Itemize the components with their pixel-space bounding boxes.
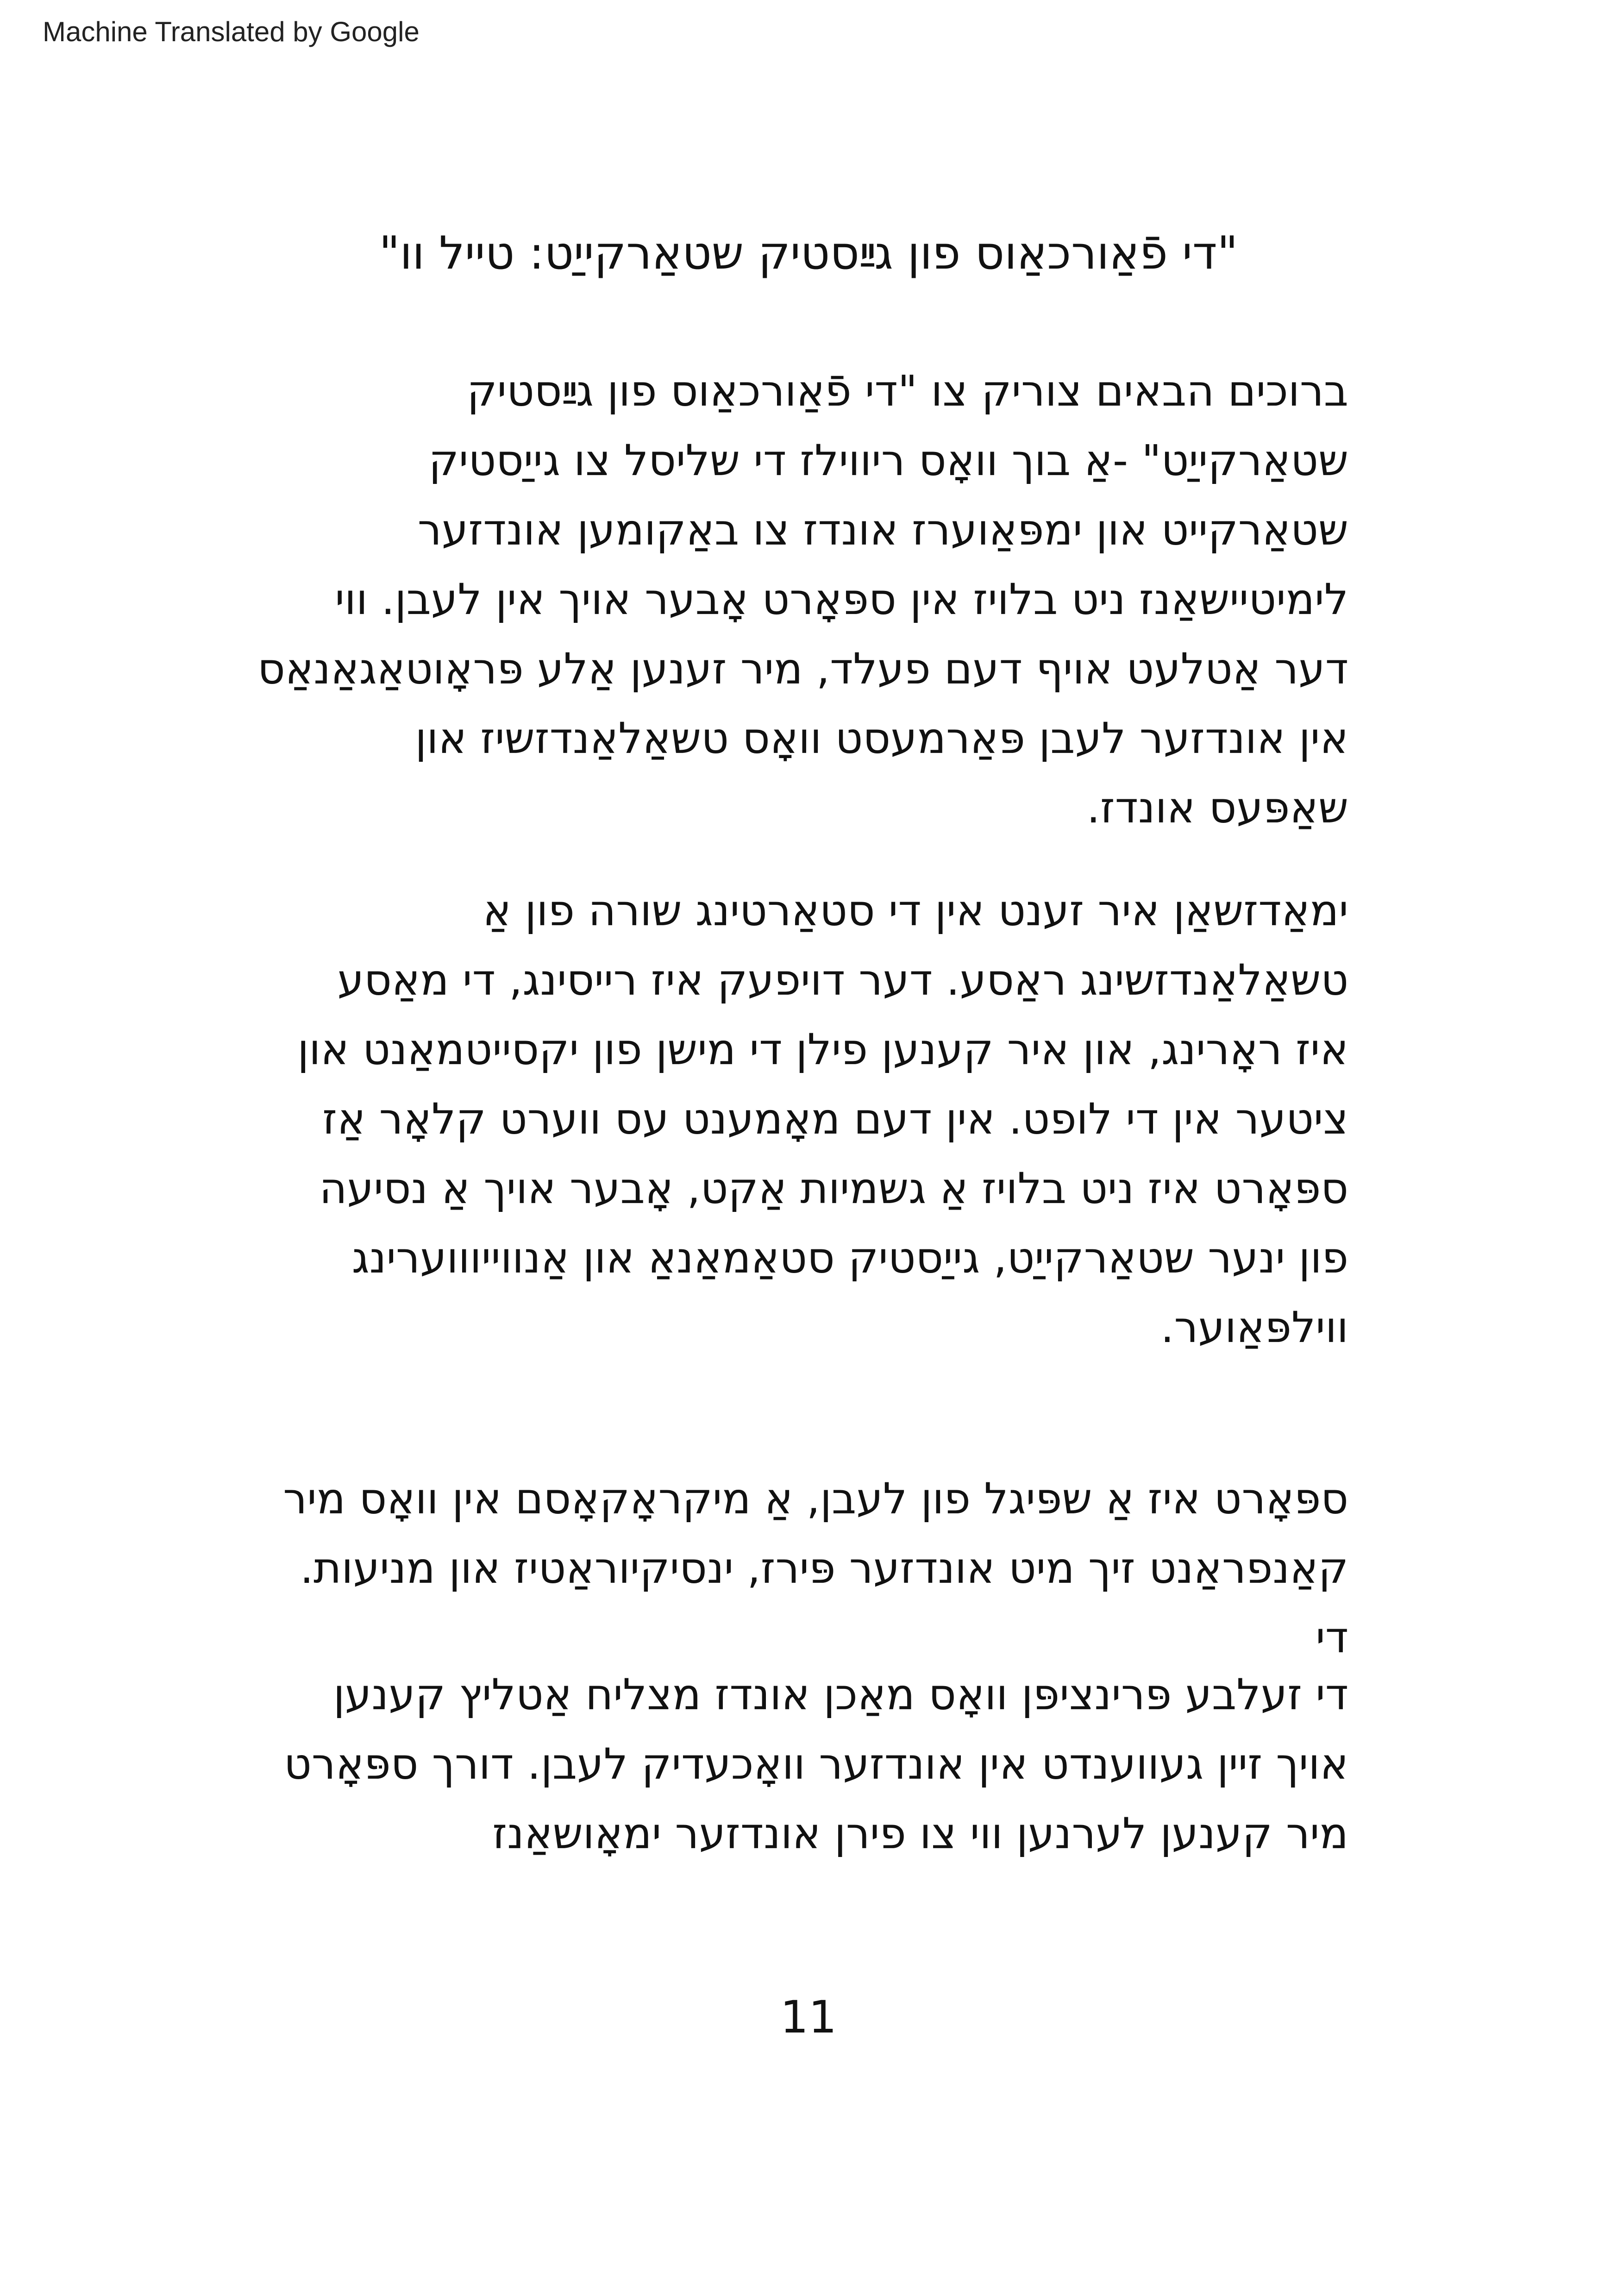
paragraph-line: איז ראָרינג, און איר קענען פילן די מישן פון יקסייטמאַנט און xyxy=(297,1025,1348,1074)
paragraph-line: די xyxy=(1316,1613,1348,1662)
paragraph-line: טשאַלאַנדזשינג ראַסע. דער דויפעק איז רייסינג, די מאַסע xyxy=(337,955,1348,1005)
paragraph-3 xyxy=(283,1464,1348,1673)
paragraph-2 xyxy=(297,876,1348,1362)
paragraph-line: אין אונדזער לעבן פּאַרמעסט וואָס טשאַלאַנדזשיז און xyxy=(415,714,1348,763)
paragraph-line: ציטער אין די לופט. אין דעם מאָמענט עס ווערט קלאָר אַז xyxy=(322,1094,1348,1144)
paragraph-line: דער אַטלעט אויף דעם פעלד, מיר זענען אַלע פּראָוטאַגאַנאַס xyxy=(257,644,1348,694)
paragraph-4 xyxy=(284,1660,1348,1869)
page-title: "די פֿאַורכאַוס פון גײַסטיק שטאַרקייַט: טייל וו" xyxy=(379,227,1238,280)
paragraph-1 xyxy=(257,357,1348,843)
paragraph-line: ספּאָרט איז אַ שפּיגל פון לעבן, אַ מיקראָקאָסם אין וואָס מיר xyxy=(283,1474,1348,1524)
paragraph-line: ברוכים הבאים צוריק צו "די פֿאַורכאַוס פון גײַסטיק xyxy=(467,366,1348,416)
paragraph-line: ימאַדזשאַן איר זענט אין די סטאַרטינג שורה פון אַ xyxy=(483,886,1348,935)
paragraph-line: די זעלבע פּרינציפּן וואָס מאַכן אונדז מצליח אַטליץ קענען xyxy=(333,1670,1348,1719)
page-number: 11 xyxy=(780,1991,837,2043)
paragraph-line: לימיטיישאַנז ניט בלויז אין ספּאָרט אָבער אויך אין לעבן. ווי xyxy=(335,575,1348,624)
paragraph-line: מיר קענען לערנען ווי צו פירן אונדזער ימאָושאַנז xyxy=(492,1809,1348,1858)
paragraph-line: ווילפּאַוער. xyxy=(1160,1303,1348,1352)
paragraph-line: פון ינער שטאַרקייַט, גייַסטיק סטאַמאַנאַ און אַנווייוווערינג xyxy=(351,1233,1348,1283)
paragraph-line: שטאַרקייט און ימפּאַוערז אונדז צו באַקומען אונדזער xyxy=(417,505,1348,555)
paragraph-line: ספּאָרט איז ניט בלויז אַ גשמיות אַקט, אָבער אויך אַ נסיעה xyxy=(319,1164,1348,1213)
paragraph-line: שאַפּעס אונדז. xyxy=(1086,783,1348,833)
paragraph-line: קאַנפראַנט זיך מיט אונדזער פּירז, ינסיקיוראַטיז און מניעות. xyxy=(300,1543,1348,1593)
paragraph-line: שטאַרקייַט" -אַ בוך וואָס ריווילז די שליסל צו גייַסטיק xyxy=(428,436,1348,485)
paragraph-line: אויך זיין געווענדט אין אונדזער וואָכעדיק לעבן. דורך ספּאָרט xyxy=(284,1739,1348,1789)
machine-translation-attribution: Machine Translated by Google xyxy=(43,16,420,47)
